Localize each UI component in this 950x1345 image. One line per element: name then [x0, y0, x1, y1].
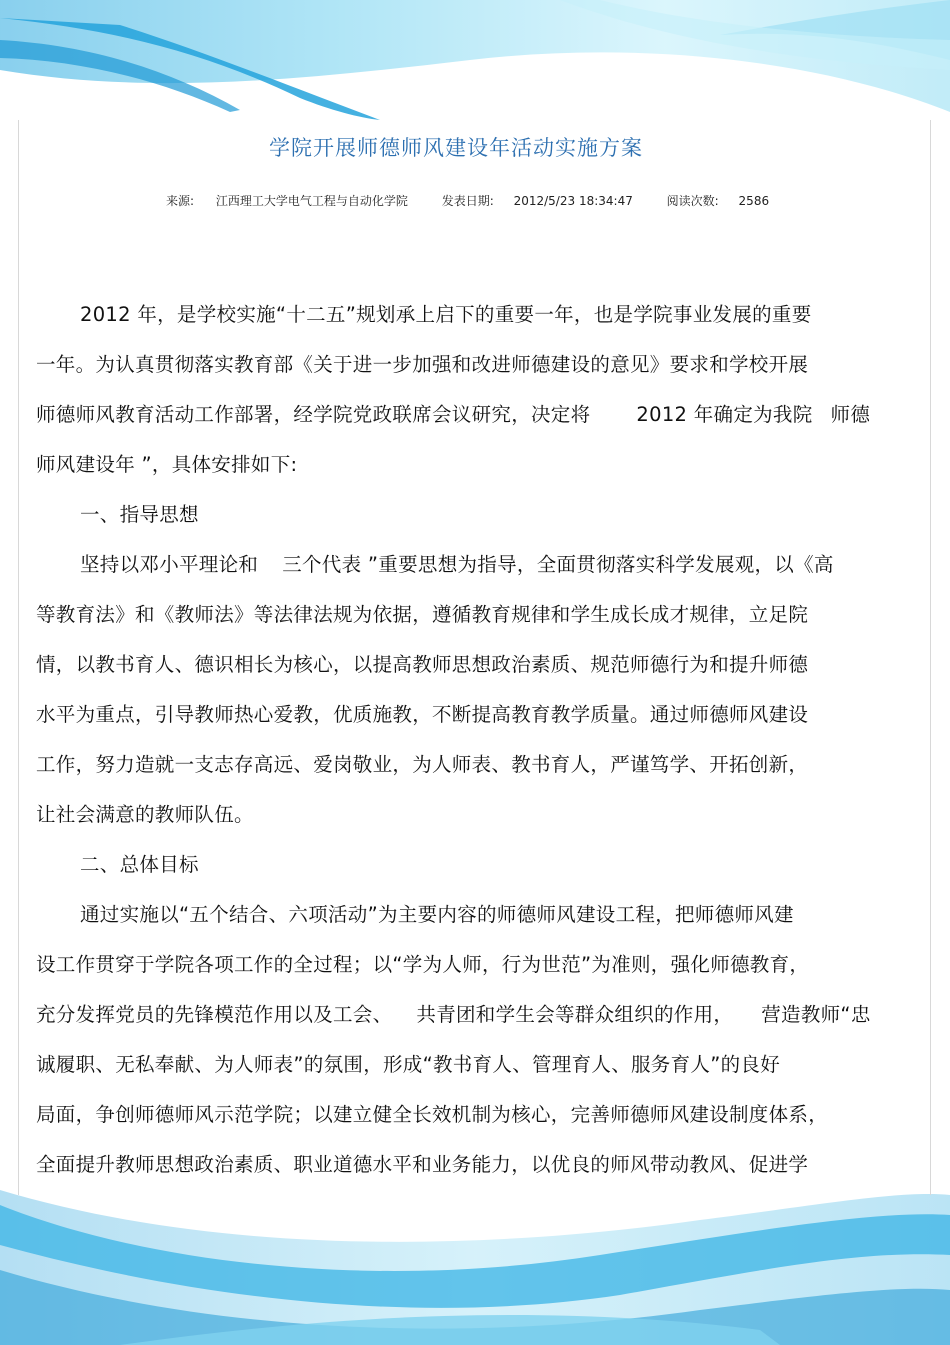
heading-text: 一、指导思想: [80, 503, 199, 526]
text-line: 水平为重点，引导教师热心爱教，优质施教，不断提高教育教学质量。通过师德师风建设: [36, 703, 809, 726]
paragraph-intro: [36, 290, 912, 490]
text-line: 工作，努力造就一支志存高远、爱岗敬业，为人师表、教书育人，严谨笃学、开拓创新，: [36, 753, 809, 776]
text-line: [36, 390, 912, 440]
heading-text: 二、总体目标: [80, 853, 199, 876]
text-line: 通过实施以“五个结合、六项活动”为主要内容的师德师风建设工程，把师德师风建: [80, 903, 794, 926]
section-heading-2: [36, 840, 912, 890]
views-value: 2586: [738, 194, 770, 208]
text-segment: 充分发挥党员的先锋模范作用以及工会、: [36, 1003, 393, 1026]
text-segment: 2012 年确定为我院: [636, 403, 813, 426]
paragraph-overall-goal: [36, 890, 912, 1190]
left-border-line: [18, 120, 19, 1195]
text-line: 诚履职、无私奉献、为人师表”的氛围，形成“教书育人、管理育人、服务育人”的良好: [36, 1053, 781, 1076]
date-label: 发表日期:: [441, 194, 494, 208]
text-line: 2012 年，是学校实施“十二五”规划承上启下的重要一年，也是学院事业发展的重要: [80, 303, 812, 326]
text-line: 师风建设年 ”，具体安排如下:: [36, 453, 298, 476]
text-line: [36, 990, 912, 1040]
meta-info: [166, 192, 769, 209]
text-segment: 坚持以邓小平理论和: [80, 553, 259, 576]
text-segment: 三个代表 ”重要思想为指导，全面贯彻落实科学发展观，以《高: [282, 553, 834, 576]
date-value: 2012/5/23 18:34:47: [513, 194, 633, 208]
source-label: 来源:: [166, 194, 195, 208]
text-segment: 共青团和学生会等群众组织的作用，: [416, 1003, 734, 1026]
text-line: 让社会满意的教师队伍。: [36, 803, 254, 826]
text-line: 设工作贯穿于学院各项工作的全过程；以“学为人师，行为世范”为准则，强化师德教育，: [36, 953, 810, 976]
text-line: 等教育法》和《教师法》等法律法规为依据，遵循教育规律和学生成长成才规律，立足院: [36, 603, 809, 626]
text-line: 局面，争创师德师风示范学院；以建立健全长效机制为核心，完善师德师风建设制度体系，: [36, 1103, 829, 1126]
text-segment: 师德: [830, 403, 871, 426]
text-segment: 营造教师“忠: [761, 1003, 871, 1026]
text-line: 一年。为认真贯彻落实教育部《关于进一步加强和改进师德建设的意见》要求和学校开展: [36, 353, 809, 376]
views-label: 阅读次数:: [666, 194, 719, 208]
text-segment: 师德师风教育活动工作部署，经学院党政联席会议研究，决定将: [36, 403, 591, 426]
document-title: 学院开展师德师风建设年活动实施方案: [269, 136, 643, 160]
right-border-line: [930, 120, 931, 1195]
text-line: [36, 540, 912, 590]
paragraph-guiding-ideology: [36, 540, 912, 840]
source-value: 江西理工大学电气工程与自动化学院: [215, 194, 408, 208]
section-heading-1: [36, 490, 912, 540]
text-line: 情，以教书育人、德识相长为核心，以提高教师思想政治素质、规范师德行为和提升师德: [36, 653, 809, 676]
text-line: 全面提升教师思想政治素质、职业道德水平和业务能力，以优良的师风带动教风、促进学: [36, 1153, 809, 1176]
